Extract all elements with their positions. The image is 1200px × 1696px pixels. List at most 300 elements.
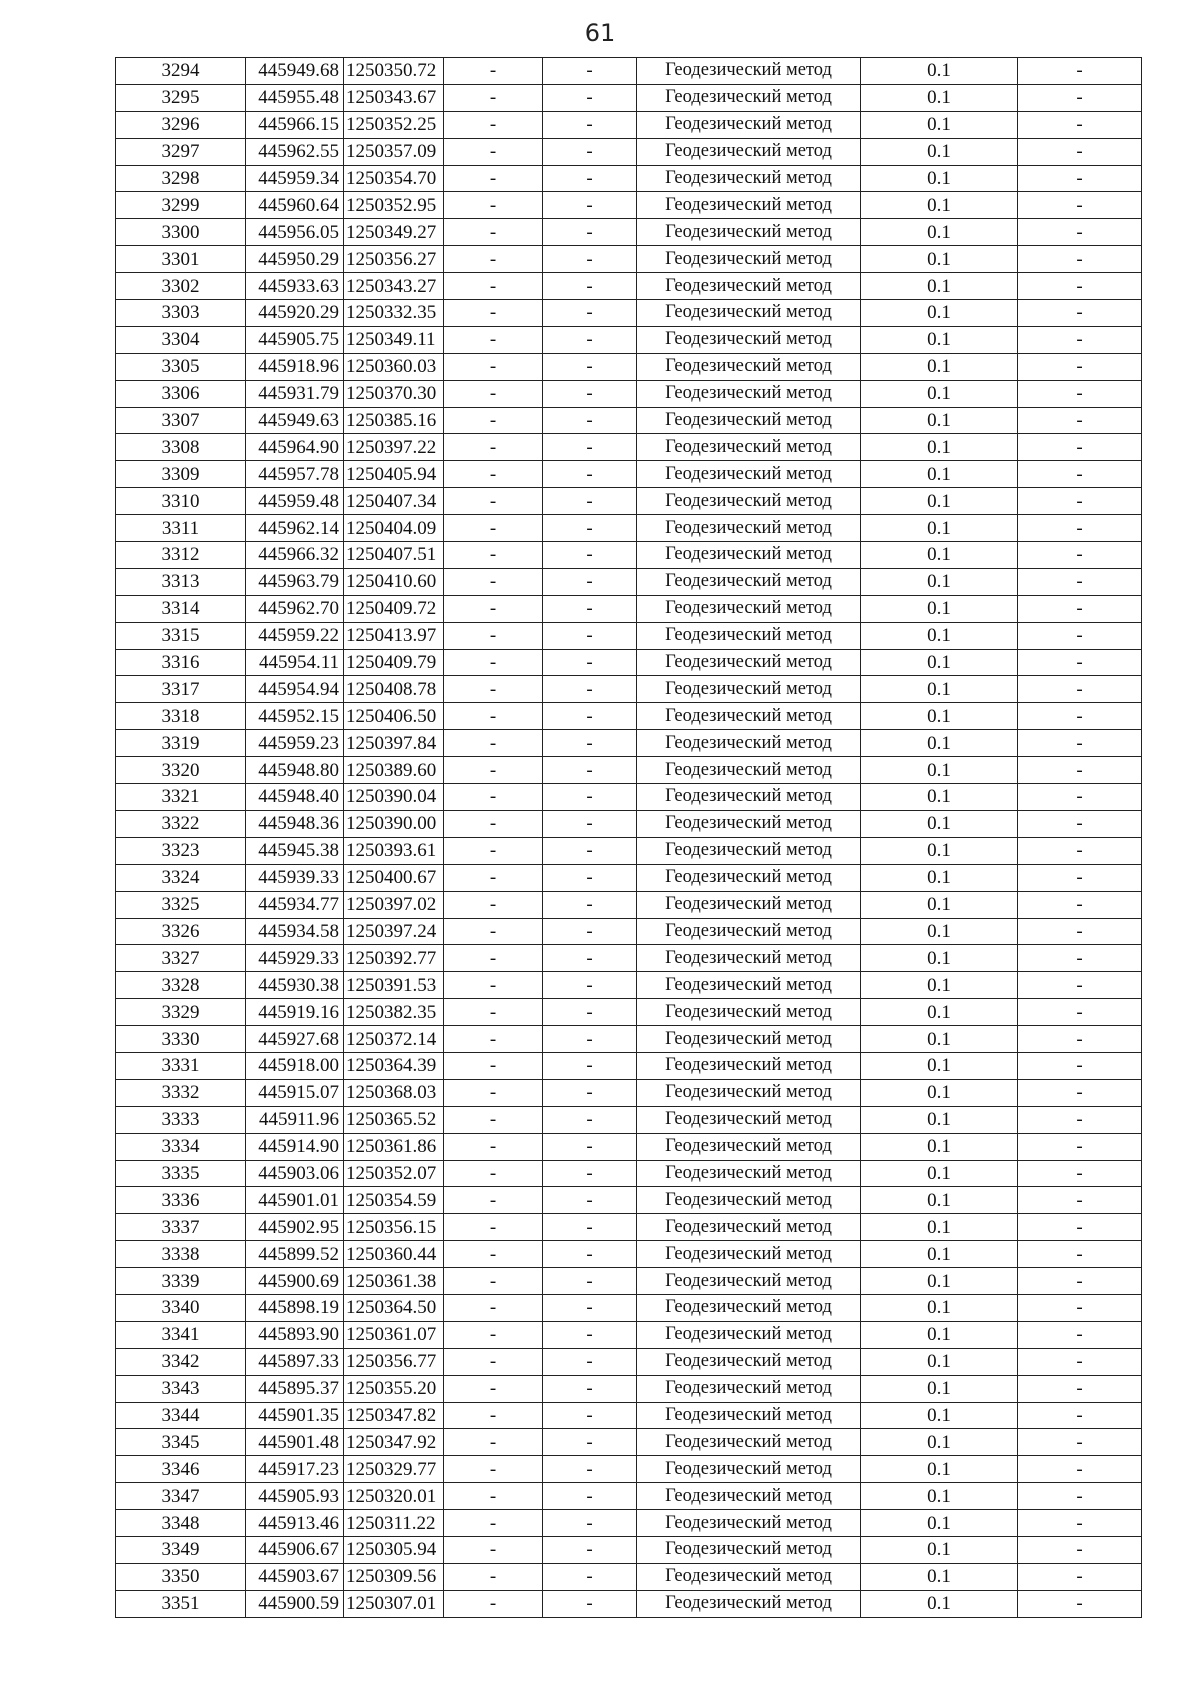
point-number-cell: 3320 bbox=[116, 757, 246, 784]
empty-cell-a: - bbox=[444, 111, 543, 138]
method-cell: Геодезический метод bbox=[637, 246, 861, 273]
empty-cell-a: - bbox=[444, 810, 543, 837]
point-number-cell: 3340 bbox=[116, 1294, 246, 1321]
empty-cell-c: - bbox=[1018, 1348, 1142, 1375]
empty-cell-c: - bbox=[1018, 1429, 1142, 1456]
empty-cell-b: - bbox=[543, 1456, 637, 1483]
empty-cell-c: - bbox=[1018, 1160, 1142, 1187]
page-number: 61 bbox=[584, 19, 616, 47]
empty-cell-a: - bbox=[444, 192, 543, 219]
accuracy-cell: 0.1 bbox=[861, 1536, 1018, 1563]
y-coordinate-cell: 1250343.27 bbox=[344, 273, 444, 300]
table-row bbox=[116, 649, 1142, 676]
accuracy-cell: 0.1 bbox=[861, 1052, 1018, 1079]
empty-cell-a: - bbox=[444, 1187, 543, 1214]
accuracy-cell: 0.1 bbox=[861, 1133, 1018, 1160]
table-row bbox=[116, 1536, 1142, 1563]
x-coordinate-cell: 445949.63 bbox=[246, 407, 344, 434]
method-cell: Геодезический метод bbox=[637, 273, 861, 300]
empty-cell-c: - bbox=[1018, 461, 1142, 488]
method-cell: Геодезический метод bbox=[637, 138, 861, 165]
empty-cell-b: - bbox=[543, 595, 637, 622]
empty-cell-a: - bbox=[444, 1079, 543, 1106]
empty-cell-b: - bbox=[543, 58, 637, 85]
empty-cell-c: - bbox=[1018, 111, 1142, 138]
point-number-cell: 3304 bbox=[116, 326, 246, 353]
y-coordinate-cell: 1250360.03 bbox=[344, 353, 444, 380]
table-row bbox=[116, 1133, 1142, 1160]
y-coordinate-cell: 1250356.77 bbox=[344, 1348, 444, 1375]
empty-cell-c: - bbox=[1018, 1402, 1142, 1429]
empty-cell-b: - bbox=[543, 1483, 637, 1510]
method-cell: Геодезический метод bbox=[637, 784, 861, 811]
empty-cell-c: - bbox=[1018, 542, 1142, 569]
empty-cell-b: - bbox=[543, 1160, 637, 1187]
method-cell: Геодезический метод bbox=[637, 488, 861, 515]
accuracy-cell: 0.1 bbox=[861, 542, 1018, 569]
x-coordinate-cell: 445966.32 bbox=[246, 542, 344, 569]
y-coordinate-cell: 1250382.35 bbox=[344, 999, 444, 1026]
empty-cell-c: - bbox=[1018, 1187, 1142, 1214]
empty-cell-c: - bbox=[1018, 58, 1142, 85]
empty-cell-b: - bbox=[543, 730, 637, 757]
x-coordinate-cell: 445913.46 bbox=[246, 1510, 344, 1537]
empty-cell-a: - bbox=[444, 999, 543, 1026]
method-cell: Геодезический метод bbox=[637, 219, 861, 246]
empty-cell-b: - bbox=[543, 219, 637, 246]
empty-cell-a: - bbox=[444, 165, 543, 192]
point-number-cell: 3334 bbox=[116, 1133, 246, 1160]
point-number-cell: 3333 bbox=[116, 1106, 246, 1133]
table-row bbox=[116, 784, 1142, 811]
x-coordinate-cell: 445966.15 bbox=[246, 111, 344, 138]
table-row bbox=[116, 515, 1142, 542]
empty-cell-c: - bbox=[1018, 1321, 1142, 1348]
point-number-cell: 3350 bbox=[116, 1563, 246, 1590]
x-coordinate-cell: 445964.90 bbox=[246, 434, 344, 461]
table-row bbox=[116, 864, 1142, 891]
point-number-cell: 3326 bbox=[116, 918, 246, 945]
empty-cell-c: - bbox=[1018, 1026, 1142, 1053]
empty-cell-b: - bbox=[543, 1026, 637, 1053]
point-number-cell: 3313 bbox=[116, 568, 246, 595]
accuracy-cell: 0.1 bbox=[861, 84, 1018, 111]
empty-cell-b: - bbox=[543, 1429, 637, 1456]
method-cell: Геодезический метод bbox=[637, 192, 861, 219]
empty-cell-a: - bbox=[444, 1429, 543, 1456]
method-cell: Геодезический метод bbox=[637, 1563, 861, 1590]
point-number-cell: 3322 bbox=[116, 810, 246, 837]
table-row bbox=[116, 1375, 1142, 1402]
accuracy-cell: 0.1 bbox=[861, 1187, 1018, 1214]
empty-cell-b: - bbox=[543, 999, 637, 1026]
point-number-cell: 3335 bbox=[116, 1160, 246, 1187]
empty-cell-b: - bbox=[543, 703, 637, 730]
empty-cell-b: - bbox=[543, 273, 637, 300]
y-coordinate-cell: 1250408.78 bbox=[344, 676, 444, 703]
point-number-cell: 3302 bbox=[116, 273, 246, 300]
y-coordinate-cell: 1250409.72 bbox=[344, 595, 444, 622]
empty-cell-a: - bbox=[444, 1563, 543, 1590]
empty-cell-a: - bbox=[444, 864, 543, 891]
empty-cell-c: - bbox=[1018, 1375, 1142, 1402]
table-row bbox=[116, 595, 1142, 622]
method-cell: Геодезический метод bbox=[637, 1294, 861, 1321]
x-coordinate-cell: 445927.68 bbox=[246, 1026, 344, 1053]
empty-cell-a: - bbox=[444, 380, 543, 407]
empty-cell-c: - bbox=[1018, 595, 1142, 622]
accuracy-cell: 0.1 bbox=[861, 810, 1018, 837]
method-cell: Геодезический метод bbox=[637, 1133, 861, 1160]
empty-cell-c: - bbox=[1018, 918, 1142, 945]
point-number-cell: 3317 bbox=[116, 676, 246, 703]
accuracy-cell: 0.1 bbox=[861, 703, 1018, 730]
y-coordinate-cell: 1250390.00 bbox=[344, 810, 444, 837]
method-cell: Геодезический метод bbox=[637, 515, 861, 542]
empty-cell-c: - bbox=[1018, 1510, 1142, 1537]
empty-cell-b: - bbox=[543, 165, 637, 192]
accuracy-cell: 0.1 bbox=[861, 1483, 1018, 1510]
table-row bbox=[116, 84, 1142, 111]
empty-cell-a: - bbox=[444, 945, 543, 972]
y-coordinate-cell: 1250370.30 bbox=[344, 380, 444, 407]
y-coordinate-cell: 1250392.77 bbox=[344, 945, 444, 972]
x-coordinate-cell: 445901.48 bbox=[246, 1429, 344, 1456]
empty-cell-b: - bbox=[543, 891, 637, 918]
empty-cell-a: - bbox=[444, 1483, 543, 1510]
empty-cell-c: - bbox=[1018, 1268, 1142, 1295]
accuracy-cell: 0.1 bbox=[861, 353, 1018, 380]
method-cell: Геодезический метод bbox=[637, 165, 861, 192]
accuracy-cell: 0.1 bbox=[861, 1590, 1018, 1617]
table-row bbox=[116, 1214, 1142, 1241]
table-row bbox=[116, 1052, 1142, 1079]
method-cell: Геодезический метод bbox=[637, 595, 861, 622]
y-coordinate-cell: 1250332.35 bbox=[344, 300, 444, 327]
method-cell: Геодезический метод bbox=[637, 1375, 861, 1402]
empty-cell-a: - bbox=[444, 246, 543, 273]
x-coordinate-cell: 445950.29 bbox=[246, 246, 344, 273]
method-cell: Геодезический метод bbox=[637, 326, 861, 353]
empty-cell-a: - bbox=[444, 1402, 543, 1429]
method-cell: Геодезический метод bbox=[637, 568, 861, 595]
empty-cell-a: - bbox=[444, 407, 543, 434]
x-coordinate-cell: 445960.64 bbox=[246, 192, 344, 219]
empty-cell-b: - bbox=[543, 1133, 637, 1160]
empty-cell-c: - bbox=[1018, 326, 1142, 353]
empty-cell-b: - bbox=[543, 1268, 637, 1295]
accuracy-cell: 0.1 bbox=[861, 515, 1018, 542]
x-coordinate-cell: 445962.14 bbox=[246, 515, 344, 542]
empty-cell-a: - bbox=[444, 84, 543, 111]
empty-cell-b: - bbox=[543, 407, 637, 434]
y-coordinate-cell: 1250349.11 bbox=[344, 326, 444, 353]
empty-cell-c: - bbox=[1018, 515, 1142, 542]
method-cell: Геодезический метод bbox=[637, 353, 861, 380]
point-number-cell: 3343 bbox=[116, 1375, 246, 1402]
method-cell: Геодезический метод bbox=[637, 891, 861, 918]
empty-cell-a: - bbox=[444, 1160, 543, 1187]
empty-cell-c: - bbox=[1018, 273, 1142, 300]
point-number-cell: 3345 bbox=[116, 1429, 246, 1456]
y-coordinate-cell: 1250397.22 bbox=[344, 434, 444, 461]
accuracy-cell: 0.1 bbox=[861, 111, 1018, 138]
empty-cell-a: - bbox=[444, 1321, 543, 1348]
y-coordinate-cell: 1250355.20 bbox=[344, 1375, 444, 1402]
method-cell: Геодезический метод bbox=[637, 542, 861, 569]
accuracy-cell: 0.1 bbox=[861, 999, 1018, 1026]
empty-cell-c: - bbox=[1018, 219, 1142, 246]
y-coordinate-cell: 1250397.84 bbox=[344, 730, 444, 757]
empty-cell-a: - bbox=[444, 273, 543, 300]
y-coordinate-cell: 1250329.77 bbox=[344, 1456, 444, 1483]
table-row bbox=[116, 757, 1142, 784]
x-coordinate-cell: 445911.96 bbox=[246, 1106, 344, 1133]
y-coordinate-cell: 1250357.09 bbox=[344, 138, 444, 165]
table-row bbox=[116, 1268, 1142, 1295]
table-row bbox=[116, 380, 1142, 407]
empty-cell-c: - bbox=[1018, 84, 1142, 111]
point-number-cell: 3327 bbox=[116, 945, 246, 972]
empty-cell-b: - bbox=[543, 380, 637, 407]
empty-cell-a: - bbox=[444, 1510, 543, 1537]
empty-cell-c: - bbox=[1018, 434, 1142, 461]
empty-cell-c: - bbox=[1018, 891, 1142, 918]
method-cell: Геодезический метод bbox=[637, 1160, 861, 1187]
point-number-cell: 3330 bbox=[116, 1026, 246, 1053]
empty-cell-c: - bbox=[1018, 972, 1142, 999]
table-row bbox=[116, 1321, 1142, 1348]
empty-cell-a: - bbox=[444, 595, 543, 622]
x-coordinate-cell: 445955.48 bbox=[246, 84, 344, 111]
accuracy-cell: 0.1 bbox=[861, 58, 1018, 85]
method-cell: Геодезический метод bbox=[637, 1268, 861, 1295]
empty-cell-b: - bbox=[543, 300, 637, 327]
method-cell: Геодезический метод bbox=[637, 1026, 861, 1053]
accuracy-cell: 0.1 bbox=[861, 837, 1018, 864]
method-cell: Геодезический метод bbox=[637, 1402, 861, 1429]
empty-cell-a: - bbox=[444, 1052, 543, 1079]
point-number-cell: 3310 bbox=[116, 488, 246, 515]
empty-cell-b: - bbox=[543, 326, 637, 353]
point-number-cell: 3296 bbox=[116, 111, 246, 138]
point-number-cell: 3348 bbox=[116, 1510, 246, 1537]
empty-cell-b: - bbox=[543, 568, 637, 595]
empty-cell-b: - bbox=[543, 622, 637, 649]
x-coordinate-cell: 445948.36 bbox=[246, 810, 344, 837]
point-number-cell: 3342 bbox=[116, 1348, 246, 1375]
point-number-cell: 3299 bbox=[116, 192, 246, 219]
y-coordinate-cell: 1250305.94 bbox=[344, 1536, 444, 1563]
empty-cell-b: - bbox=[543, 1563, 637, 1590]
table-row bbox=[116, 730, 1142, 757]
y-coordinate-cell: 1250397.02 bbox=[344, 891, 444, 918]
empty-cell-c: - bbox=[1018, 1079, 1142, 1106]
empty-cell-b: - bbox=[543, 1402, 637, 1429]
x-coordinate-cell: 445918.00 bbox=[246, 1052, 344, 1079]
x-coordinate-cell: 445956.05 bbox=[246, 219, 344, 246]
accuracy-cell: 0.1 bbox=[861, 192, 1018, 219]
empty-cell-c: - bbox=[1018, 649, 1142, 676]
y-coordinate-cell: 1250352.95 bbox=[344, 192, 444, 219]
x-coordinate-cell: 445902.95 bbox=[246, 1214, 344, 1241]
x-coordinate-cell: 445959.34 bbox=[246, 165, 344, 192]
point-number-cell: 3300 bbox=[116, 219, 246, 246]
empty-cell-b: - bbox=[543, 649, 637, 676]
accuracy-cell: 0.1 bbox=[861, 138, 1018, 165]
empty-cell-b: - bbox=[543, 676, 637, 703]
table-row bbox=[116, 622, 1142, 649]
empty-cell-b: - bbox=[543, 1079, 637, 1106]
x-coordinate-cell: 445915.07 bbox=[246, 1079, 344, 1106]
empty-cell-c: - bbox=[1018, 676, 1142, 703]
method-cell: Геодезический метод bbox=[637, 1590, 861, 1617]
empty-cell-b: - bbox=[543, 945, 637, 972]
y-coordinate-cell: 1250372.14 bbox=[344, 1026, 444, 1053]
accuracy-cell: 0.1 bbox=[861, 730, 1018, 757]
x-coordinate-cell: 445900.59 bbox=[246, 1590, 344, 1617]
y-coordinate-cell: 1250307.01 bbox=[344, 1590, 444, 1617]
y-coordinate-cell: 1250354.59 bbox=[344, 1187, 444, 1214]
point-number-cell: 3339 bbox=[116, 1268, 246, 1295]
method-cell: Геодезический метод bbox=[637, 1348, 861, 1375]
y-coordinate-cell: 1250311.22 bbox=[344, 1510, 444, 1537]
empty-cell-b: - bbox=[543, 1375, 637, 1402]
method-cell: Геодезический метод bbox=[637, 1456, 861, 1483]
empty-cell-a: - bbox=[444, 300, 543, 327]
empty-cell-b: - bbox=[543, 1590, 637, 1617]
point-number-cell: 3298 bbox=[116, 165, 246, 192]
accuracy-cell: 0.1 bbox=[861, 972, 1018, 999]
method-cell: Геодезический метод bbox=[637, 1241, 861, 1268]
y-coordinate-cell: 1250364.39 bbox=[344, 1052, 444, 1079]
accuracy-cell: 0.1 bbox=[861, 1348, 1018, 1375]
empty-cell-a: - bbox=[444, 515, 543, 542]
table-row bbox=[116, 407, 1142, 434]
empty-cell-a: - bbox=[444, 568, 543, 595]
y-coordinate-cell: 1250385.16 bbox=[344, 407, 444, 434]
accuracy-cell: 0.1 bbox=[861, 1268, 1018, 1295]
accuracy-cell: 0.1 bbox=[861, 461, 1018, 488]
table-row bbox=[116, 1563, 1142, 1590]
accuracy-cell: 0.1 bbox=[861, 1510, 1018, 1537]
method-cell: Геодезический метод bbox=[637, 703, 861, 730]
method-cell: Геодезический метод bbox=[637, 730, 861, 757]
y-coordinate-cell: 1250390.04 bbox=[344, 784, 444, 811]
x-coordinate-cell: 445934.77 bbox=[246, 891, 344, 918]
empty-cell-b: - bbox=[543, 192, 637, 219]
table-row bbox=[116, 192, 1142, 219]
empty-cell-c: - bbox=[1018, 757, 1142, 784]
method-cell: Геодезический метод bbox=[637, 1106, 861, 1133]
empty-cell-c: - bbox=[1018, 246, 1142, 273]
empty-cell-b: - bbox=[543, 757, 637, 784]
empty-cell-a: - bbox=[444, 1214, 543, 1241]
method-cell: Геодезический метод bbox=[637, 676, 861, 703]
empty-cell-c: - bbox=[1018, 488, 1142, 515]
y-coordinate-cell: 1250361.86 bbox=[344, 1133, 444, 1160]
empty-cell-b: - bbox=[543, 837, 637, 864]
accuracy-cell: 0.1 bbox=[861, 1241, 1018, 1268]
accuracy-cell: 0.1 bbox=[861, 676, 1018, 703]
empty-cell-b: - bbox=[543, 1052, 637, 1079]
point-number-cell: 3346 bbox=[116, 1456, 246, 1483]
y-coordinate-cell: 1250364.50 bbox=[344, 1294, 444, 1321]
point-number-cell: 3309 bbox=[116, 461, 246, 488]
y-coordinate-cell: 1250361.07 bbox=[344, 1321, 444, 1348]
point-number-cell: 3306 bbox=[116, 380, 246, 407]
method-cell: Геодезический метод bbox=[637, 1079, 861, 1106]
point-number-cell: 3338 bbox=[116, 1241, 246, 1268]
y-coordinate-cell: 1250347.82 bbox=[344, 1402, 444, 1429]
empty-cell-b: - bbox=[543, 864, 637, 891]
empty-cell-a: - bbox=[444, 918, 543, 945]
empty-cell-c: - bbox=[1018, 1456, 1142, 1483]
table-row bbox=[116, 1079, 1142, 1106]
empty-cell-a: - bbox=[444, 784, 543, 811]
empty-cell-a: - bbox=[444, 461, 543, 488]
empty-cell-b: - bbox=[543, 1187, 637, 1214]
method-cell: Геодезический метод bbox=[637, 999, 861, 1026]
y-coordinate-cell: 1250347.92 bbox=[344, 1429, 444, 1456]
x-coordinate-cell: 445918.96 bbox=[246, 353, 344, 380]
table-row bbox=[116, 246, 1142, 273]
point-number-cell: 3331 bbox=[116, 1052, 246, 1079]
x-coordinate-cell: 445952.15 bbox=[246, 703, 344, 730]
accuracy-cell: 0.1 bbox=[861, 918, 1018, 945]
x-coordinate-cell: 445929.33 bbox=[246, 945, 344, 972]
point-number-cell: 3332 bbox=[116, 1079, 246, 1106]
method-cell: Геодезический метод bbox=[637, 434, 861, 461]
x-coordinate-cell: 445959.23 bbox=[246, 730, 344, 757]
empty-cell-b: - bbox=[543, 1241, 637, 1268]
empty-cell-b: - bbox=[543, 353, 637, 380]
y-coordinate-cell: 1250405.94 bbox=[344, 461, 444, 488]
empty-cell-a: - bbox=[444, 730, 543, 757]
method-cell: Геодезический метод bbox=[637, 918, 861, 945]
empty-cell-b: - bbox=[543, 810, 637, 837]
y-coordinate-cell: 1250400.67 bbox=[344, 864, 444, 891]
point-number-cell: 3344 bbox=[116, 1402, 246, 1429]
method-cell: Геодезический метод bbox=[637, 461, 861, 488]
empty-cell-b: - bbox=[543, 784, 637, 811]
table-row bbox=[116, 1187, 1142, 1214]
x-coordinate-cell: 445898.19 bbox=[246, 1294, 344, 1321]
empty-cell-c: - bbox=[1018, 1536, 1142, 1563]
table-row bbox=[116, 542, 1142, 569]
table-row bbox=[116, 703, 1142, 730]
y-coordinate-cell: 1250360.44 bbox=[344, 1241, 444, 1268]
point-number-cell: 3351 bbox=[116, 1590, 246, 1617]
empty-cell-a: - bbox=[444, 1133, 543, 1160]
empty-cell-c: - bbox=[1018, 999, 1142, 1026]
x-coordinate-cell: 445905.93 bbox=[246, 1483, 344, 1510]
x-coordinate-cell: 445959.22 bbox=[246, 622, 344, 649]
empty-cell-b: - bbox=[543, 1321, 637, 1348]
empty-cell-a: - bbox=[444, 1241, 543, 1268]
x-coordinate-cell: 445914.90 bbox=[246, 1133, 344, 1160]
empty-cell-b: - bbox=[543, 1294, 637, 1321]
y-coordinate-cell: 1250407.51 bbox=[344, 542, 444, 569]
empty-cell-b: - bbox=[543, 1510, 637, 1537]
empty-cell-b: - bbox=[543, 434, 637, 461]
method-cell: Геодезический метод bbox=[637, 810, 861, 837]
method-cell: Геодезический метод bbox=[637, 300, 861, 327]
point-number-cell: 3297 bbox=[116, 138, 246, 165]
empty-cell-a: - bbox=[444, 1268, 543, 1295]
table-row bbox=[116, 972, 1142, 999]
empty-cell-c: - bbox=[1018, 864, 1142, 891]
